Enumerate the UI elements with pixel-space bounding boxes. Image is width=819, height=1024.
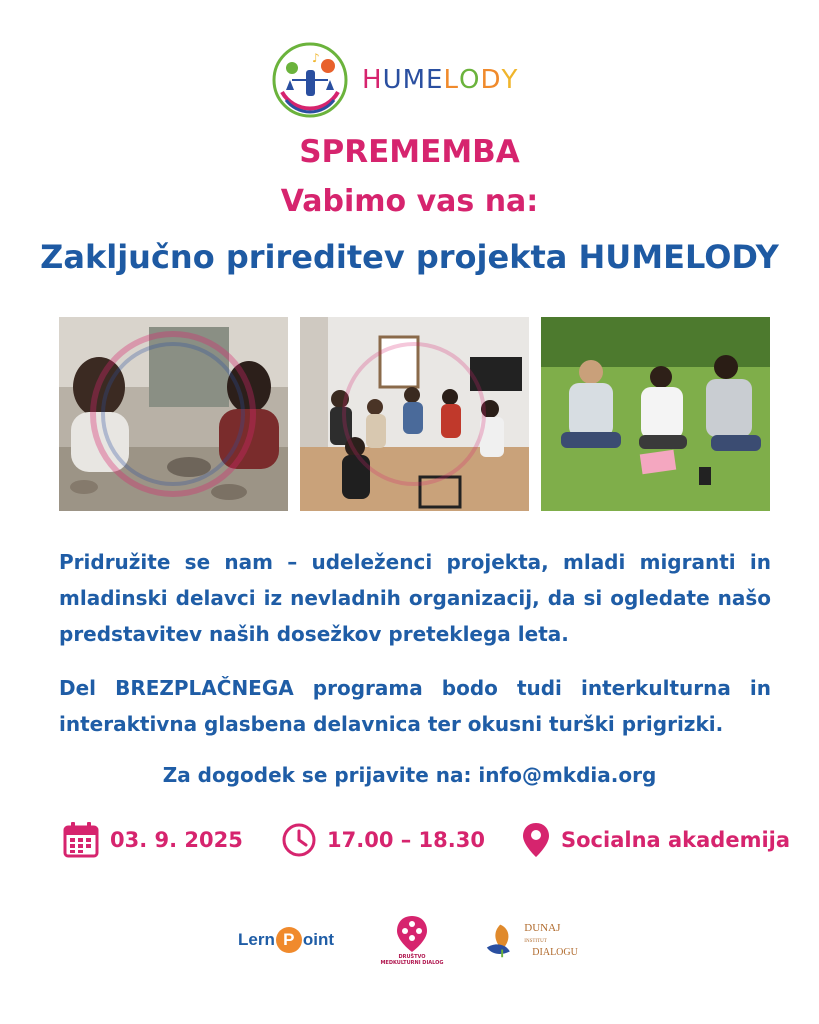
logo-letter: O bbox=[458, 65, 481, 95]
headline-invite: Vabimo vas na: bbox=[280, 184, 539, 219]
lernpoint-text-b: oint bbox=[302, 930, 334, 949]
logo-letter: E bbox=[426, 65, 444, 95]
logo-letter: M bbox=[402, 65, 427, 95]
location-pin-icon bbox=[521, 821, 551, 859]
logo-letter: L bbox=[443, 65, 459, 95]
event-time bbox=[281, 818, 485, 862]
program-paragraph: Del BREZPLAČNEGA programa bodo tudi interkulturna in interaktivna glasbena delavnica ter okusni turški prigrizki. bbox=[59, 676, 771, 736]
headline-change: SPREMEMBA bbox=[299, 134, 520, 170]
dunaj-small-text: INSTITUT bbox=[524, 938, 547, 944]
lernpoint-text-a: Lern bbox=[238, 930, 275, 949]
photo-ceramics-workshop bbox=[59, 317, 288, 511]
photo-group-circle bbox=[300, 317, 529, 511]
mkdia-line1: DRUŠTVO bbox=[398, 954, 426, 960]
mkdia-logo bbox=[372, 905, 452, 975]
dunaj-sub-text: DIALOGU bbox=[532, 946, 578, 958]
humelody-wordmark bbox=[362, 65, 518, 95]
calendar-icon bbox=[62, 821, 100, 859]
photo-outdoor-group bbox=[541, 317, 770, 511]
location-text: Socialna akademija bbox=[561, 828, 791, 852]
logo-letter: H bbox=[362, 65, 383, 95]
event-date bbox=[62, 818, 243, 862]
dunaj-logo bbox=[483, 905, 583, 975]
headline-event-title: Zaključno prireditev projekta HUMELODY bbox=[40, 238, 779, 276]
lernpoint-p-badge: P bbox=[276, 927, 302, 953]
description-paragraph: Pridružite se nam – udeleženci projekta, mladi migranti in mladinski delavci iz nevladnih organizacij, da si ogledate našo predstavitev naših dosežkov preteklega leta. bbox=[59, 550, 771, 646]
logo-letter: Y bbox=[501, 65, 519, 95]
leaf-icon bbox=[483, 920, 521, 960]
registration-text[interactable]: Za dogodek se prijavite na: info@mkdia.org bbox=[162, 763, 657, 787]
lernpoint-logo bbox=[236, 905, 336, 975]
logo-letter: U bbox=[382, 65, 403, 95]
time-text: 17.00 – 18.30 bbox=[327, 828, 485, 852]
svg-text:♪: ♪ bbox=[312, 51, 320, 65]
humelody-emblem-icon bbox=[270, 40, 350, 120]
date-text: 03. 9. 2025 bbox=[110, 828, 243, 852]
dunaj-main-text: DUNAJ bbox=[524, 921, 561, 934]
event-location bbox=[521, 818, 790, 862]
mkdia-emblem-icon bbox=[394, 914, 430, 954]
humelody-logo bbox=[270, 38, 550, 122]
mkdia-line2: MEDKULTURNI DIALOG bbox=[380, 960, 444, 966]
logo-letter: D bbox=[480, 65, 502, 95]
clock-icon bbox=[281, 822, 317, 858]
